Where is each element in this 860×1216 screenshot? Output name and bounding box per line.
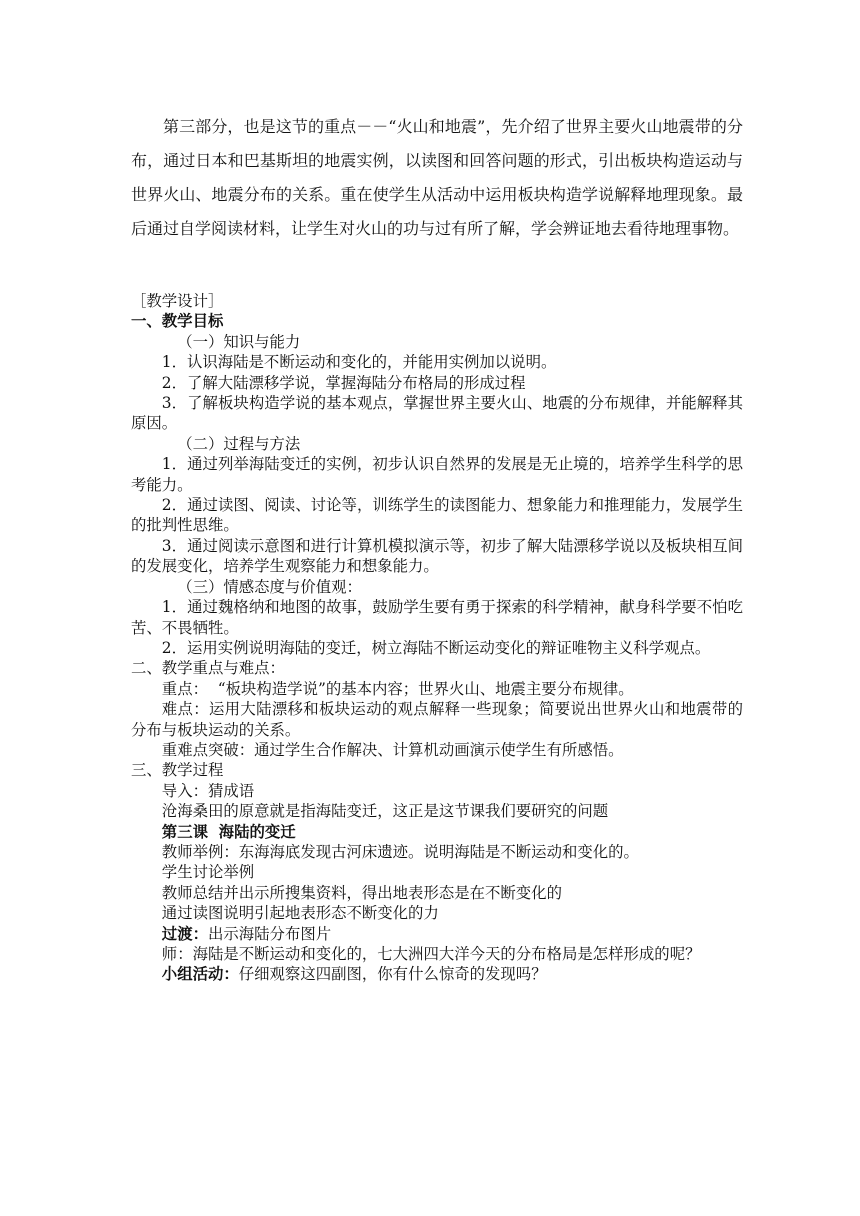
- transition-text: 出示海陆分布图片: [207, 924, 332, 943]
- subsection-process-title: （二）过程与方法: [177, 434, 301, 453]
- lead-in-text: 导入：猜成语: [161, 781, 255, 800]
- breakthrough-text: 重难点突破：通过学生合作解决、计算机动画演示使学生有所感悟。: [161, 740, 624, 759]
- group-activity-paragraph: [131, 964, 743, 984]
- group-activity-label: 小组活动：: [161, 965, 239, 984]
- section-process-title: 三、教学过程: [131, 761, 224, 780]
- intro-paragraph: 第三部分，也是这节的重点－－“火山和地震”，先介绍了世界主要火山地震带的分布，通过日本和巴基斯坦的地震实例，以读图和回答问题的形式，引出板块构造运动与世界火山、地震分布的关系。重在使学生从活动中运用板块构造学说解释地理现象。最后通过自学阅读材料，让学生对火山的功与过有所了解，学会辨证地去看待地理事物。: [131, 117, 743, 238]
- list-item: 1．通过列举海陆变迁的实例，初步认识自然界的发展是无止境的，培养学生科学的思考能力。: [131, 455, 743, 494]
- teaching-design-section: [131, 291, 743, 985]
- difficult-point-text: 难点：运用大陆漂移和板块运动的观点解释一些现象；简要说出世界火山和地震带的分布与板块运动的关系。: [131, 700, 743, 739]
- section-key-points-title: 二、教学重点与难点：: [131, 659, 285, 678]
- lesson-title: 第三课 海陆的变迁: [161, 822, 296, 841]
- list-item: 3．通过阅读示意图和进行计算机模拟演示等，初步了解大陆漂移学说以及板块相互间的发展变化，培养学生观察能力和想象能力。: [131, 536, 743, 576]
- list-item: 2．运用实例说明海陆的变迁，树立海陆不断运动变化的辩证唯物主义科学观点。: [161, 638, 711, 657]
- student-discussion-text: 学生讨论举例: [161, 863, 255, 882]
- list-item: 1．通过魏格纳和地图的故事，鼓励学生要有勇于探索的科学精神，献身科学要不怕吃苦、不畏牺牲。: [131, 598, 743, 637]
- subsection-values-title: （三）情感态度与价值观：: [177, 577, 362, 596]
- list-item: 2．了解大陆漂移学说，掌握海陆分布格局的形成过程: [161, 373, 526, 392]
- idiom-text: 沧海桑田的原意就是指海陆变迁，这正是这节课我们要研究的问题: [161, 802, 609, 821]
- list-item: 1．认识海陆是不断运动和变化的，并能用实例加以说明。: [161, 353, 557, 372]
- teacher-summary-text: 教师总结并出示所搜集资料，得出地表形态是在不断变化的: [161, 883, 562, 902]
- group-activity-text: 仔细观察这四副图，你有什么惊奇的发现吗？: [238, 965, 547, 984]
- list-item: 2．通过读图、阅读、讨论等，训练学生的读图能力、想象能力和推理能力，发展学生的批判性思维。: [131, 496, 743, 535]
- key-point-text: 重点： “板块构造学说”的基本内容；世界火山、地震主要分布规律。: [161, 679, 634, 698]
- transition-paragraph: [131, 924, 743, 944]
- list-item: 3．了解板块构造学说的基本观点，掌握世界主要火山、地震的分布规律，并能解释其原因。: [131, 394, 743, 433]
- teacher-question-text: 师：海陆是不断运动和变化的，七大洲四大洋今天的分布格局是怎样形成的呢？: [161, 945, 701, 963]
- section-objectives-title: 一、教学目标: [131, 312, 224, 331]
- read-map-text: 通过读图说明引起地表形态不断变化的力: [161, 904, 439, 923]
- subsection-knowledge-title: （一）知识与能力: [177, 332, 301, 351]
- teacher-example-text: 教师举例：东海海底发现古河床遗迹。说明海陆是不断运动和变化的。: [161, 842, 639, 861]
- teaching-design-heading: ［教学设计］: [131, 292, 224, 310]
- transition-label: 过渡：: [161, 924, 208, 943]
